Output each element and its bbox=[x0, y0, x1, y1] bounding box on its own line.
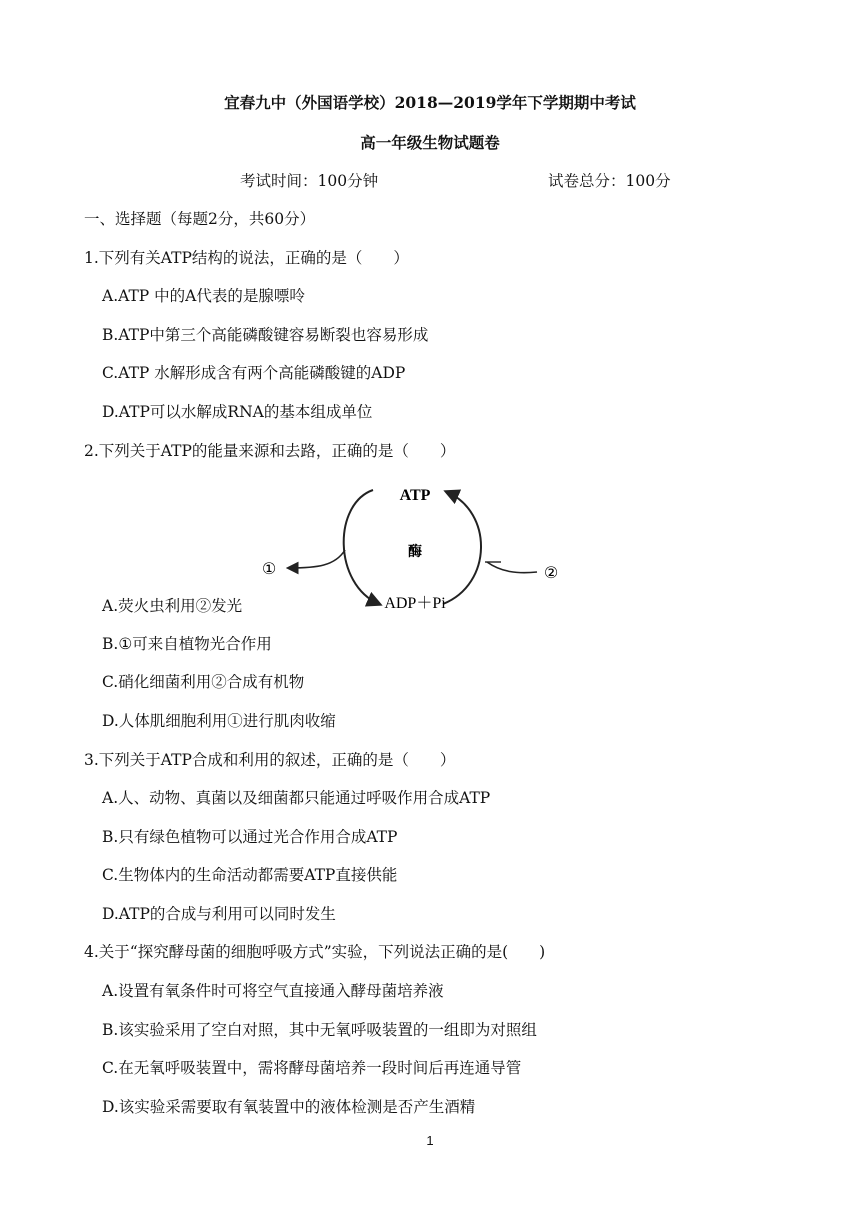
option: C.生物体内的生命活动都需要ATP直接供能 bbox=[102, 866, 398, 884]
option: C.硝化细菌利用②合成有机物 bbox=[102, 673, 305, 691]
left-arc-arrow bbox=[344, 490, 379, 604]
exam-subtitle: 高一年级生物试题卷 bbox=[360, 133, 500, 152]
option: D.ATP的合成与利用可以同时发生 bbox=[102, 905, 336, 923]
option: B.ATP中第三个高能磷酸键容易断裂也容易形成 bbox=[102, 326, 429, 344]
total-score: 试卷总分：100分 bbox=[548, 172, 671, 190]
branch-line-2 bbox=[487, 562, 537, 573]
section-heading: 一、选择题（每题2分，共60分） bbox=[84, 210, 316, 228]
option: A.荧火虫利用②发光 bbox=[102, 597, 243, 615]
option: D.人体肌细胞利用①进行肌肉收缩 bbox=[102, 712, 336, 730]
marker-2: ② bbox=[543, 563, 559, 582]
option: C.ATP 水解形成含有两个高能磷酸键的ADP bbox=[102, 364, 406, 382]
atp-adp-cycle-diagram bbox=[255, 476, 563, 614]
cycle-svg bbox=[255, 476, 563, 614]
option: D.该实验采需要取有氧装置中的液体检测是否产生酒精 bbox=[102, 1098, 476, 1116]
option: B.①可来自植物光合作用 bbox=[102, 635, 272, 653]
page-number: 1 bbox=[426, 1133, 434, 1148]
question-stem: 3.下列关于ATP合成和利用的叙述，正确的是（ ） bbox=[84, 751, 456, 769]
exam-time: 考试时间：100分钟 bbox=[240, 172, 379, 190]
enzyme-label: 酶 bbox=[408, 544, 422, 560]
option: C.在无氧呼吸装置中，需将酵母菌培养一段时间后再连通导管 bbox=[102, 1059, 522, 1077]
question-stem: 4.关于“探究酵母菌的细胞呼吸方式”实验，下列说法正确的是( ) bbox=[84, 943, 546, 961]
exam-title: 宜春九中（外国语学校）2018—2019学年下学期期中考试 bbox=[224, 93, 636, 112]
question-stem: 1.下列有关ATP结构的说法，正确的是（ ） bbox=[84, 249, 409, 267]
marker-1: ① bbox=[261, 559, 277, 578]
branch-arrow-1 bbox=[289, 550, 345, 568]
option: A.设置有氧条件时可将空气直接通入酵母菌培养液 bbox=[102, 982, 444, 1000]
right-arc-arrow bbox=[443, 492, 481, 604]
option: D.ATP可以水解成RNA的基本组成单位 bbox=[102, 403, 373, 421]
adp-pi-label: ADP＋Pi bbox=[384, 595, 446, 612]
option: B.只有绿色植物可以通过光合作用合成ATP bbox=[102, 828, 398, 846]
option: A.ATP 中的A代表的是腺嘌呤 bbox=[102, 287, 305, 305]
atp-label: ATP bbox=[399, 487, 431, 504]
question-stem: 2.下列关于ATP的能量来源和去路，正确的是（ ） bbox=[84, 442, 456, 460]
option: B.该实验采用了空白对照，其中无氧呼吸装置的一组即为对照组 bbox=[102, 1021, 537, 1039]
option: A.人、动物、真菌以及细菌都只能通过呼吸作用合成ATP bbox=[102, 789, 491, 807]
